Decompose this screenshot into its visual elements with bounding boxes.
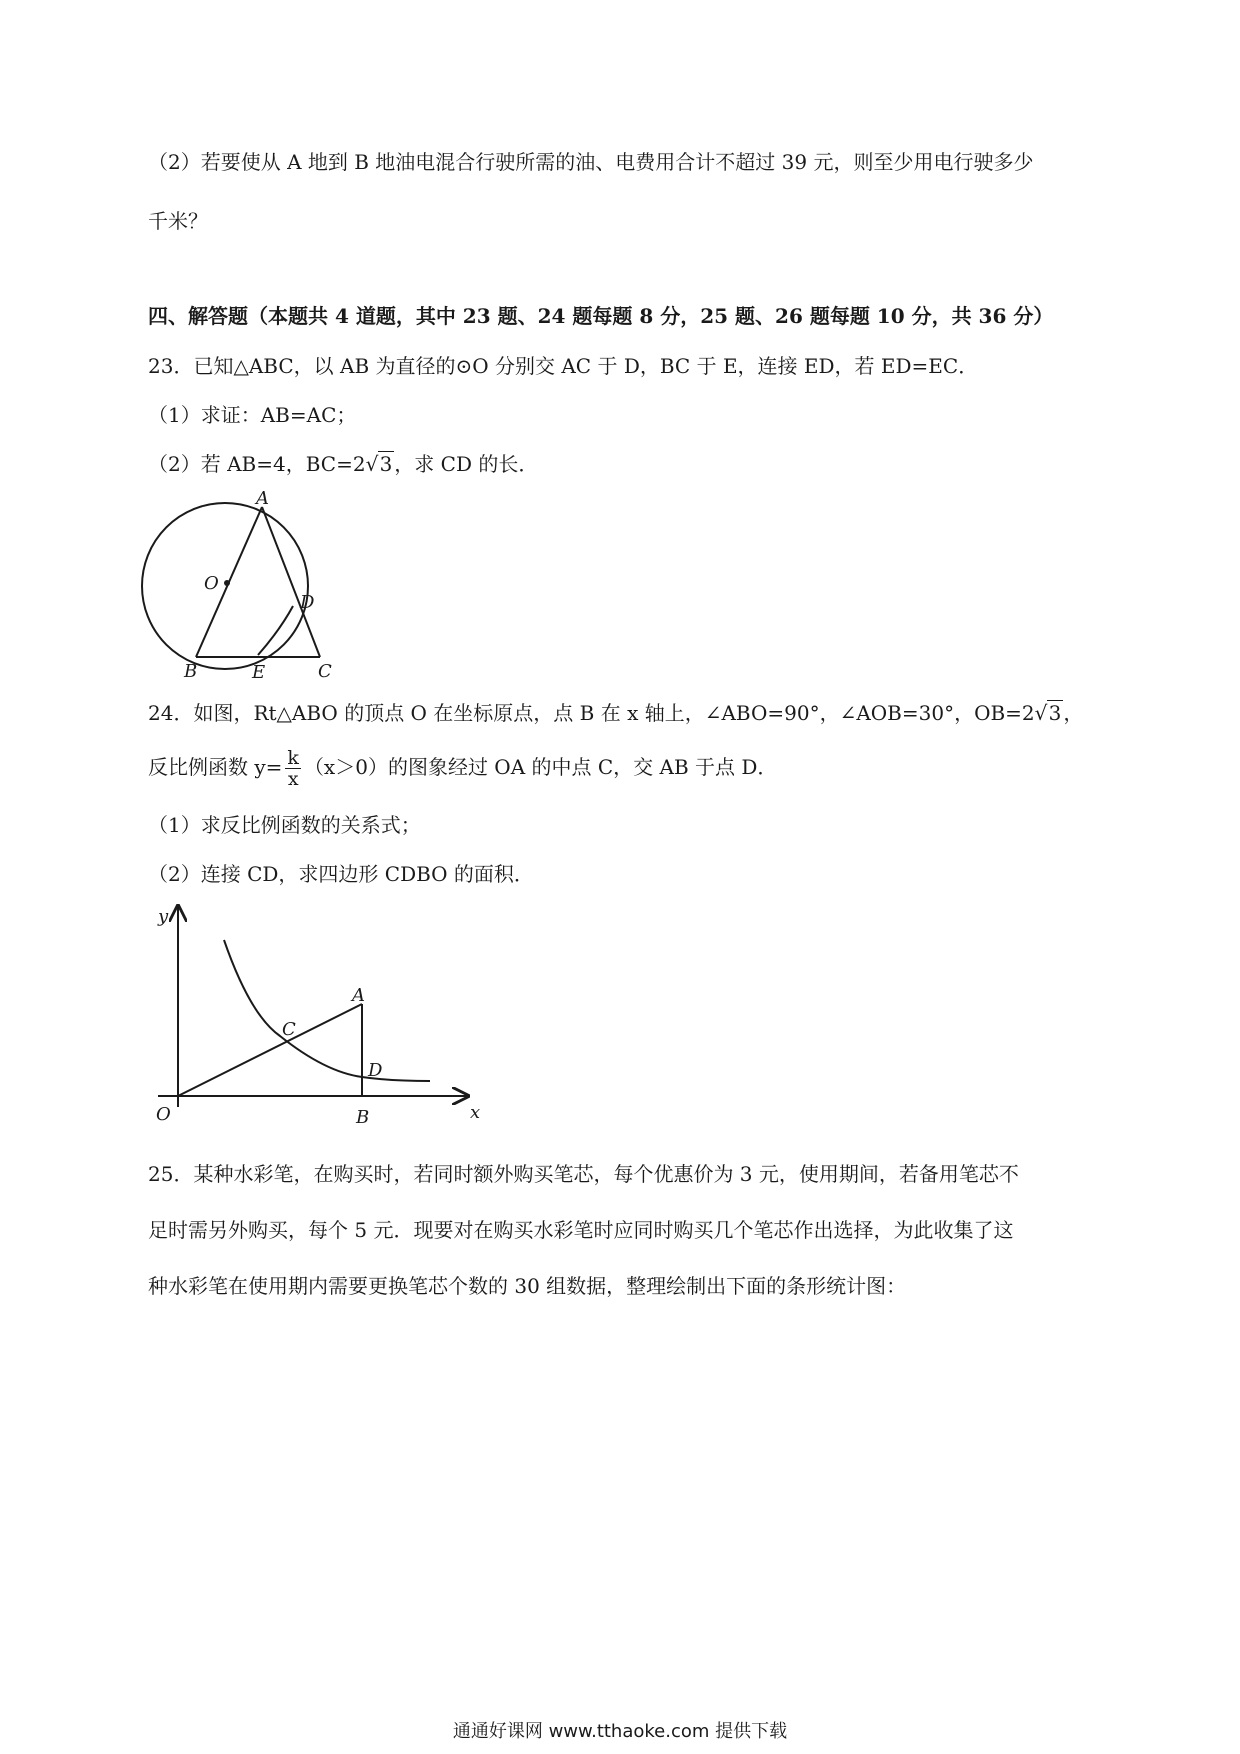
sqrt-symbol: √ 3: [365, 452, 393, 476]
label-a: A: [352, 985, 365, 1006]
q24-stem: [148, 699, 1083, 727]
label-c: C: [282, 1019, 296, 1040]
q24-part1: （1）求反比例函数的关系式；: [148, 813, 421, 837]
q25-line3: 种水彩笔在使用期内需要更换笔芯个数的 30 组数据，整理绘制出下面的条形统计图：: [148, 1274, 907, 1298]
label-d: D: [368, 1060, 383, 1081]
q24-stem-post: ，: [1063, 701, 1084, 725]
segment-ac: [262, 507, 320, 657]
circle-o: [142, 503, 308, 669]
segment-oa: [178, 1004, 362, 1096]
label-y: y: [158, 906, 169, 927]
q24-stem-radicand: 3: [1048, 701, 1062, 725]
fraction-numerator: k: [287, 747, 299, 769]
fraction-k-over-x: [285, 748, 301, 789]
label-e: E: [252, 662, 266, 680]
center-point-o: [224, 580, 230, 586]
q23-part2: [148, 450, 538, 478]
label-d: D: [300, 592, 315, 613]
q24-line2-pre: 反比例函数 y=: [148, 755, 283, 779]
q24-figure: [140, 900, 485, 1130]
fraction-denominator: x: [287, 768, 299, 790]
q23-stem: 23．已知△ABC，以 AB 为直径的⊙O 分别交 AC 于 D，BC 于 E，连接 ED，若 ED=EC．: [148, 354, 979, 378]
q25-line2: 足时需另外购买，每个 5 元．现要对在购买水彩笔时应同时购买几个笔芯作出选择，为此收集了这: [148, 1218, 1014, 1242]
page-footer: 通通好课网 www.tthaoke.com 提供下载: [452, 1721, 788, 1742]
label-c: C: [318, 661, 332, 680]
label-b: B: [356, 1107, 370, 1128]
label-o: O: [156, 1104, 171, 1125]
label-a: A: [256, 490, 269, 509]
q22-part2-line2: 千米？: [148, 209, 208, 233]
q23-part2-radicand: 3: [379, 452, 393, 476]
q22-part2-line1: （2）若要使从 A 地到 B 地油电混合行驶所需的油、电费用合计不超过 39 元，则至少用电行驶多少: [148, 150, 1034, 174]
q23-part1: （1）求证：AB=AC；: [148, 403, 357, 427]
q24-line2-post: （x＞0）的图象经过 OA 的中点 C，交 AB 于点 D．: [303, 755, 778, 779]
q23-part2-post: ，求 CD 的长．: [394, 452, 539, 476]
segment-ed: [258, 606, 293, 655]
q23-part2-pre: （2）若 AB=4，BC=2: [148, 452, 366, 476]
q23-figure: [140, 490, 340, 680]
section-heading: 四、解答题（本题共 4 道题，其中 23 题、24 题每题 8 分，25 题、26 题每题 10 分，共 36 分）: [148, 304, 1054, 328]
label-x: x: [470, 1102, 481, 1123]
sqrt-symbol: √ 3: [1034, 701, 1062, 725]
q24-stem-pre: 24．如图，Rt△ABO 的顶点 O 在坐标原点，点 B 在 x 轴上，∠ABO=90°，∠AOB=30°，OB=2: [148, 701, 1035, 725]
q24-line2: [148, 746, 777, 789]
q24-part2: （2）连接 CD，求四边形 CDBO 的面积．: [148, 862, 534, 886]
q25-line1: 25．某种水彩笔，在购买时，若同时额外购买笔芯，每个优惠价为 3 元，使用期间，若备用笔芯不: [148, 1162, 1019, 1186]
label-o: O: [204, 573, 219, 594]
hyperbola-curve: [224, 940, 430, 1081]
label-b: B: [184, 661, 198, 680]
